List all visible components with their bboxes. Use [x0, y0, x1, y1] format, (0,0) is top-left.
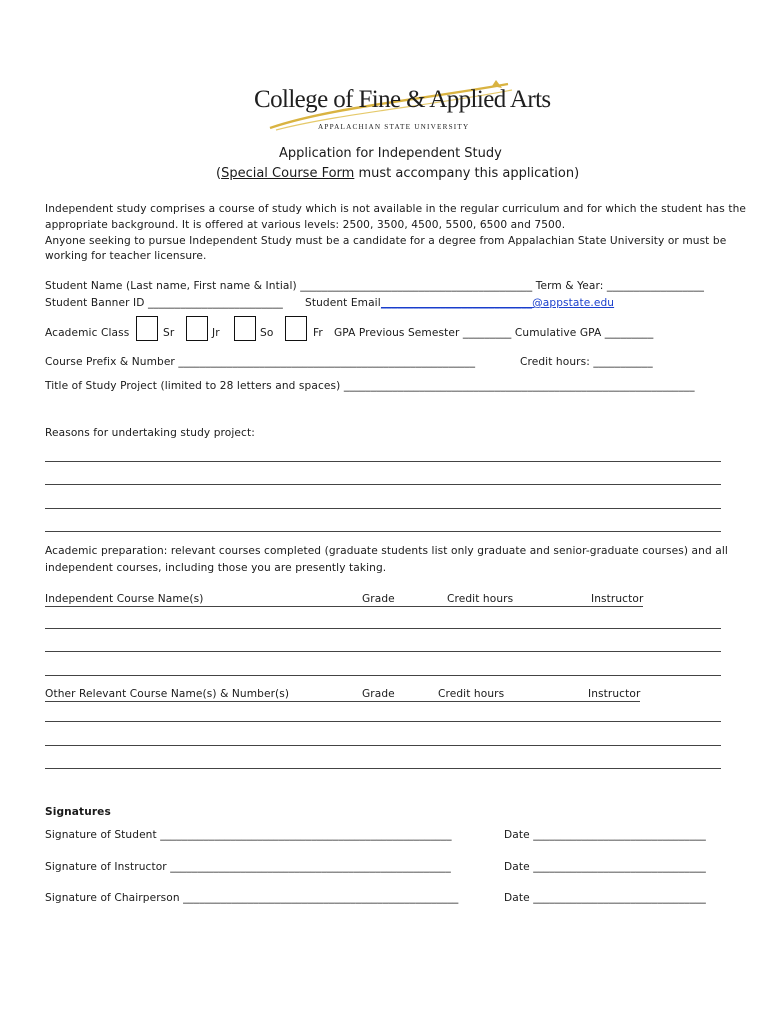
- reasons-line-2[interactable]: [45, 484, 721, 485]
- student-email-field[interactable]: ____________________________@appstate.edu: [381, 297, 615, 309]
- student-email-label: Student Email: [305, 297, 381, 309]
- class-fr-label: Fr: [313, 327, 323, 339]
- table2-col-credit: Credit hours: [438, 688, 505, 700]
- class-jr-label: Jr: [212, 327, 220, 339]
- form-subtitle: [216, 166, 579, 181]
- student-name-field[interactable]: Student Name (Last name, First name & Intial) ___________________________________________ Term & Year: __________________: [45, 280, 705, 292]
- student-date-field[interactable]: Date ________________________________: [504, 829, 706, 841]
- signatures-heading: Signatures: [45, 806, 111, 818]
- chair-date-field[interactable]: Date ________________________________: [504, 892, 706, 904]
- table2-row-3[interactable]: [45, 768, 721, 769]
- table1-row-2[interactable]: [45, 651, 721, 652]
- course-prefix-field[interactable]: Course Prefix & Number _______________________________________________________: [45, 356, 476, 368]
- intro-line-3: Anyone seeking to pursue Independent Study must be a candidate for a degree from Appalachian State University or must be: [45, 235, 727, 247]
- table1-col-grade: Grade: [362, 593, 395, 605]
- table1-col-course: Independent Course Name(s): [45, 593, 204, 605]
- table1-col-instructor: Instructor: [591, 593, 644, 605]
- table2-col-instructor: Instructor: [588, 688, 641, 700]
- table1-col-credit: Credit hours: [447, 593, 514, 605]
- table1-row-1[interactable]: [45, 628, 721, 629]
- subtitle-open: (: [216, 166, 222, 181]
- chair-signature-field[interactable]: Signature of Chairperson ___________________________________________________: [45, 892, 459, 904]
- class-jr-checkbox[interactable]: [186, 316, 208, 341]
- table2-col-course: Other Relevant Course Name(s) & Number(s): [45, 688, 290, 700]
- student-signature-field[interactable]: Signature of Student ______________________________________________________: [45, 829, 452, 841]
- class-sr-label: Sr: [163, 327, 175, 339]
- instructor-signature-field[interactable]: Signature of Instructor ____________________________________________________: [45, 861, 451, 873]
- table2-header-underline: [45, 701, 640, 702]
- table1-header-underline: [45, 606, 643, 607]
- class-so-checkbox[interactable]: [234, 316, 256, 341]
- academic-class-label: Academic Class: [45, 327, 130, 339]
- intro-line-1: Independent study comprises a course of study which is not available in the regular curriculum and for which the student has the: [45, 203, 747, 215]
- table1-row-3[interactable]: [45, 675, 721, 676]
- subtitle-rest: must accompany this application): [354, 166, 580, 181]
- class-so-label: So: [260, 327, 274, 339]
- intro-line-4: working for teacher licensure.: [45, 250, 207, 262]
- intro-line-2: appropriate background. It is offered at various levels: 2500, 3500, 4500, 5500, 6500 and 7500.: [45, 219, 566, 231]
- class-fr-checkbox[interactable]: [285, 316, 307, 341]
- table2-row-2[interactable]: [45, 745, 721, 746]
- prep-line-1: Academic preparation: relevant courses completed (graduate students list only graduate and senior-graduate courses) and all: [45, 545, 728, 557]
- reasons-label: Reasons for undertaking study project:: [45, 427, 255, 439]
- instructor-date-field[interactable]: Date ________________________________: [504, 861, 706, 873]
- banner-id-field[interactable]: Student Banner ID _________________________: [45, 297, 283, 309]
- study-title-field[interactable]: Title of Study Project (limited to 28 letters and spaces) _________________________________________________________________: [45, 380, 695, 392]
- logo-name: College of Fine & Applied Arts: [254, 86, 551, 113]
- class-sr-checkbox[interactable]: [136, 316, 158, 341]
- gpa-fields[interactable]: GPA Previous Semester _________ Cumulative GPA _________: [334, 327, 654, 339]
- reasons-line-3[interactable]: [45, 508, 721, 509]
- logo-subtitle: APPALACHIAN STATE UNIVERSITY: [318, 123, 470, 131]
- form-title: Application for Independent Study: [279, 146, 502, 161]
- credit-hours-field[interactable]: Credit hours: ___________: [520, 356, 653, 368]
- table2-row-1[interactable]: [45, 721, 721, 722]
- special-course-form-link[interactable]: Special Course Form: [221, 166, 355, 181]
- reasons-line-1[interactable]: [45, 461, 721, 462]
- table2-col-grade: Grade: [362, 688, 395, 700]
- reasons-line-4[interactable]: [45, 531, 721, 532]
- prep-line-2: independent courses, including those you are presently taking.: [45, 562, 387, 574]
